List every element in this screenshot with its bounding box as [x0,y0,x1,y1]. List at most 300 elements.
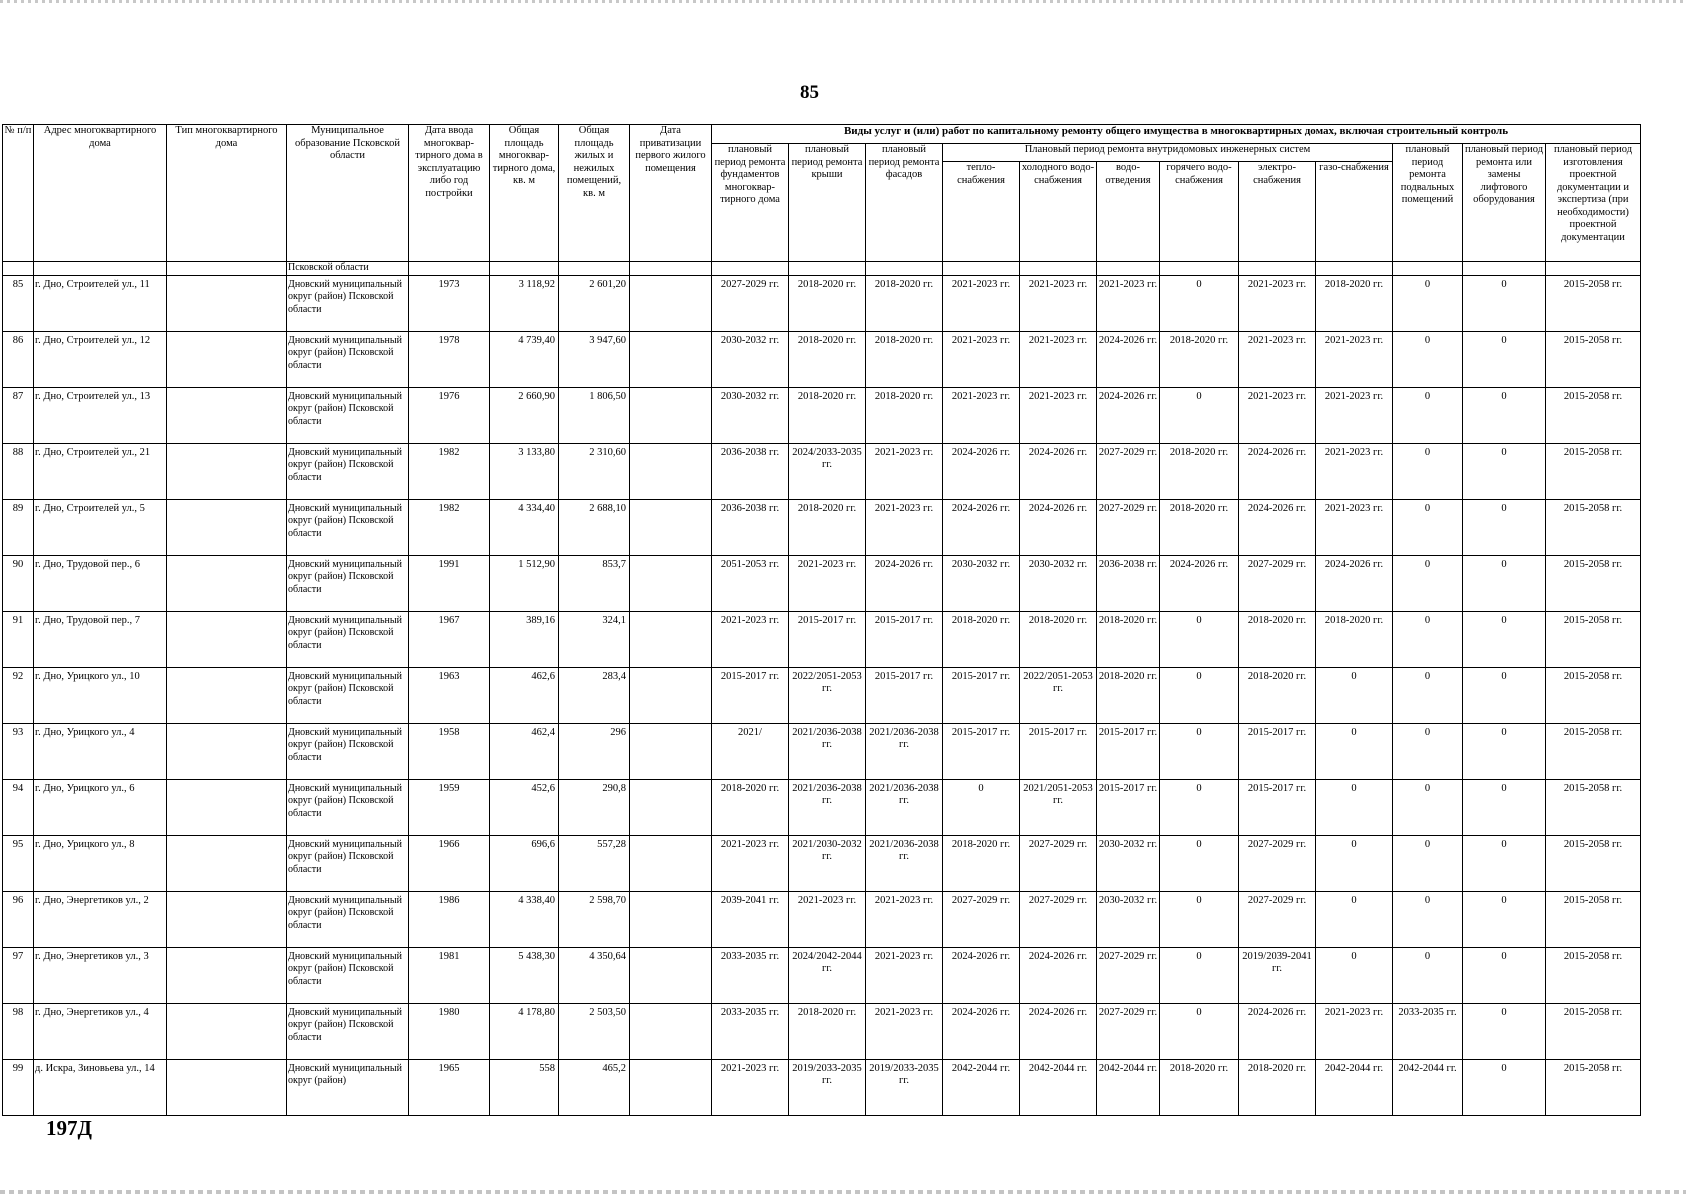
row-facade: 2021-2023 гг. [866,499,943,555]
row-privatization-date [630,443,712,499]
row-elevator: 0 [1463,611,1546,667]
row-address: г. Дно, Строителей ул., 21 [34,443,167,499]
table-row [3,891,1641,947]
row-hot-water: 0 [1160,779,1239,835]
row-hot-water: 0 [1160,723,1239,779]
row-basement: 0 [1393,331,1463,387]
header-cold-water: холодного водо-снабжения [1020,162,1097,262]
row-gas: 2021-2023 гг. [1316,1003,1393,1059]
row-sewerage: 2024-2026 гг. [1097,387,1160,443]
row-municipal: Дновский муниципальный округ (район) Псковской области [287,947,409,1003]
row-design: 2015-2058 гг. [1546,611,1641,667]
row-year: 1963 [409,667,490,723]
row-privatization-date [630,1059,712,1115]
header-residential-area: Общая площадь жилых и нежилых помещений, кв. м [559,125,630,262]
row-residential-area: 2 310,60 [559,443,630,499]
row-number: 92 [3,667,34,723]
row-municipal: Дновский муниципальный округ (район) Псковской области [287,387,409,443]
row-residential-area: 324,1 [559,611,630,667]
row-heat: 2030-2032 гг. [943,555,1020,611]
row-heat: 2021-2023 гг. [943,331,1020,387]
continuation-text: Псковской области [287,262,409,276]
row-design: 2015-2058 гг. [1546,499,1641,555]
row-privatization-date [630,723,712,779]
row-gas: 0 [1316,835,1393,891]
row-residential-area: 2 688,10 [559,499,630,555]
row-elevator: 0 [1463,1059,1546,1115]
row-total-area: 452,6 [490,779,559,835]
row-cold-water: 2021-2023 гг. [1020,387,1097,443]
table-row [3,499,1641,555]
row-type [167,667,287,723]
row-foundation: 2033-2035 гг. [712,1003,789,1059]
row-facade: 2018-2020 гг. [866,275,943,331]
table-row [3,275,1641,331]
row-residential-area: 283,4 [559,667,630,723]
header-foundation: плановый период ремонта фундаментов многоквар-тирного дома [712,144,789,262]
row-hot-water: 2018-2020 гг. [1160,1059,1239,1115]
row-roof: 2021/2036-2038 гг. [789,723,866,779]
row-cold-water: 2042-2044 гг. [1020,1059,1097,1115]
row-year: 1976 [409,387,490,443]
row-type [167,835,287,891]
row-type [167,331,287,387]
row-type [167,611,287,667]
row-year: 1982 [409,499,490,555]
row-gas: 2021-2023 гг. [1316,331,1393,387]
row-hot-water: 0 [1160,611,1239,667]
row-municipal: Дновский муниципальный округ (район) Псковской области [287,723,409,779]
header-type: Тип многоквартирного дома [167,125,287,262]
row-privatization-date [630,275,712,331]
row-sewerage: 2030-2032 гг. [1097,835,1160,891]
row-facade: 2021-2023 гг. [866,1003,943,1059]
row-municipal: Дновский муниципальный округ (район) [287,1059,409,1115]
table-row [3,947,1641,1003]
header-total-area: Общая площадь многоквар-тирного дома, кв. м [490,125,559,262]
row-foundation: 2021-2023 гг. [712,611,789,667]
page-number: 85 [800,82,819,103]
row-electric: 2019/2039-2041 гг. [1239,947,1316,1003]
header-municipal: Муниципальное образование Псковской области [287,125,409,262]
table-row [3,611,1641,667]
row-number: 89 [3,499,34,555]
row-gas: 2042-2044 гг. [1316,1059,1393,1115]
row-roof: 2021/2036-2038 гг. [789,779,866,835]
row-cold-water: 2021-2023 гг. [1020,331,1097,387]
row-heat: 2015-2017 гг. [943,667,1020,723]
row-number: 96 [3,891,34,947]
row-number: 90 [3,555,34,611]
row-residential-area: 290,8 [559,779,630,835]
table-row [3,779,1641,835]
row-roof: 2018-2020 гг. [789,275,866,331]
row-roof: 2024/2042-2044 гг. [789,947,866,1003]
row-municipal: Дновский муниципальный округ (район) Псковской области [287,331,409,387]
row-basement: 2033-2035 гг. [1393,1003,1463,1059]
row-facade: 2018-2020 гг. [866,331,943,387]
row-electric: 2015-2017 гг. [1239,779,1316,835]
header-design-docs: плановый период изготовления проектной документации и экспертиза (при необходимости) проектной документации [1546,144,1641,262]
row-foundation: 2021-2023 гг. [712,835,789,891]
row-year: 1986 [409,891,490,947]
row-elevator: 0 [1463,947,1546,1003]
row-total-area: 2 660,90 [490,387,559,443]
row-type [167,555,287,611]
row-cold-water: 2024-2026 гг. [1020,499,1097,555]
row-sewerage: 2027-2029 гг. [1097,947,1160,1003]
row-type [167,779,287,835]
row-number: 88 [3,443,34,499]
row-facade: 2021-2023 гг. [866,947,943,1003]
row-address: г. Дно, Строителей ул., 11 [34,275,167,331]
row-gas: 0 [1316,779,1393,835]
table-row [3,723,1641,779]
header-gas: газо-снабжения [1316,162,1393,262]
row-heat: 2042-2044 гг. [943,1059,1020,1115]
row-number: 91 [3,611,34,667]
row-roof: 2018-2020 гг. [789,1003,866,1059]
row-design: 2015-2058 гг. [1546,779,1641,835]
row-type [167,723,287,779]
row-basement: 0 [1393,499,1463,555]
row-elevator: 0 [1463,275,1546,331]
row-sewerage: 2027-2029 гг. [1097,499,1160,555]
row-heat: 2021-2023 гг. [943,275,1020,331]
row-type [167,891,287,947]
row-total-area: 5 438,30 [490,947,559,1003]
row-basement: 0 [1393,667,1463,723]
row-basement: 0 [1393,779,1463,835]
row-total-area: 389,16 [490,611,559,667]
row-basement: 0 [1393,835,1463,891]
row-address: г. Дно, Строителей ул., 12 [34,331,167,387]
header-roof: плановый период ремонта крыши [789,144,866,262]
row-hot-water: 0 [1160,667,1239,723]
row-gas: 2021-2023 гг. [1316,499,1393,555]
row-municipal: Дновский муниципальный округ (район) Псковской области [287,779,409,835]
row-municipal: Дновский муниципальный округ (район) Псковской области [287,555,409,611]
row-year: 1980 [409,1003,490,1059]
row-year: 1965 [409,1059,490,1115]
row-residential-area: 465,2 [559,1059,630,1115]
row-electric: 2021-2023 гг. [1239,275,1316,331]
row-foundation: 2033-2035 гг. [712,947,789,1003]
row-municipal: Дновский муниципальный округ (район) Псковской области [287,1003,409,1059]
row-hot-water: 0 [1160,835,1239,891]
row-foundation: 2015-2017 гг. [712,667,789,723]
row-design: 2015-2058 гг. [1546,387,1641,443]
row-hot-water: 0 [1160,387,1239,443]
row-facade: 2024-2026 гг. [866,555,943,611]
row-type [167,499,287,555]
header-num: № п/п [3,125,34,262]
row-foundation: 2030-2032 гг. [712,331,789,387]
row-foundation: 2027-2029 гг. [712,275,789,331]
row-elevator: 0 [1463,891,1546,947]
scan-top-edge [0,0,1686,3]
row-address: г. Дно, Урицкого ул., 8 [34,835,167,891]
row-electric: 2018-2020 гг. [1239,611,1316,667]
row-basement: 0 [1393,723,1463,779]
row-privatization-date [630,331,712,387]
row-heat: 0 [943,779,1020,835]
row-roof: 2019/2033-2035 гг. [789,1059,866,1115]
row-sewerage: 2042-2044 гг. [1097,1059,1160,1115]
header-elevator: плановый период ремонта или замены лифтового оборудования [1463,144,1546,262]
row-foundation: 2051-2053 гг. [712,555,789,611]
row-facade: 2015-2017 гг. [866,611,943,667]
row-heat: 2015-2017 гг. [943,723,1020,779]
row-residential-area: 296 [559,723,630,779]
row-design: 2015-2058 гг. [1546,275,1641,331]
row-gas: 2018-2020 гг. [1316,611,1393,667]
row-number: 85 [3,275,34,331]
row-elevator: 0 [1463,555,1546,611]
row-foundation: 2018-2020 гг. [712,779,789,835]
header-electric: электро-снабжения [1239,162,1316,262]
header-basement: плановый период ремонта подвальных помещений [1393,144,1463,262]
row-facade: 2018-2020 гг. [866,387,943,443]
row-heat: 2018-2020 гг. [943,611,1020,667]
row-total-area: 3 133,80 [490,443,559,499]
row-number: 95 [3,835,34,891]
row-elevator: 0 [1463,331,1546,387]
row-design: 2015-2058 гг. [1546,667,1641,723]
row-electric: 2015-2017 гг. [1239,723,1316,779]
row-facade: 2021-2023 гг. [866,443,943,499]
row-hot-water: 0 [1160,1003,1239,1059]
row-electric: 2027-2029 гг. [1239,835,1316,891]
row-privatization-date [630,779,712,835]
row-roof: 2021/2030-2032 гг. [789,835,866,891]
row-foundation: 2036-2038 гг. [712,443,789,499]
row-privatization-date [630,1003,712,1059]
row-facade: 2015-2017 гг. [866,667,943,723]
row-cold-water: 2024-2026 гг. [1020,1003,1097,1059]
row-sewerage: 2015-2017 гг. [1097,723,1160,779]
row-roof: 2015-2017 гг. [789,611,866,667]
row-total-area: 1 512,90 [490,555,559,611]
row-electric: 2021-2023 гг. [1239,387,1316,443]
row-sewerage: 2027-2029 гг. [1097,443,1160,499]
row-roof: 2021-2023 гг. [789,555,866,611]
row-sewerage: 2021-2023 гг. [1097,275,1160,331]
row-total-area: 4 338,40 [490,891,559,947]
row-gas: 0 [1316,723,1393,779]
row-foundation: 2036-2038 гг. [712,499,789,555]
row-foundation: 2021/ [712,723,789,779]
row-residential-area: 557,28 [559,835,630,891]
row-elevator: 0 [1463,387,1546,443]
row-basement: 0 [1393,275,1463,331]
row-roof: 2018-2020 гг. [789,499,866,555]
row-electric: 2024-2026 гг. [1239,1003,1316,1059]
row-design: 2015-2058 гг. [1546,1003,1641,1059]
row-electric: 2027-2029 гг. [1239,555,1316,611]
row-privatization-date [630,667,712,723]
row-heat: 2021-2023 гг. [943,387,1020,443]
row-facade: 2021/2036-2038 гг. [866,835,943,891]
row-number: 87 [3,387,34,443]
row-residential-area: 2 598,70 [559,891,630,947]
row-electric: 2021-2023 гг. [1239,331,1316,387]
row-residential-area: 853,7 [559,555,630,611]
row-design: 2015-2058 гг. [1546,443,1641,499]
row-year: 1978 [409,331,490,387]
row-cold-water: 2015-2017 гг. [1020,723,1097,779]
header-heat: тепло-снабжения [943,162,1020,262]
row-sewerage: 2024-2026 гг. [1097,331,1160,387]
row-roof: 2024/2033-2035 гг. [789,443,866,499]
row-design: 2015-2058 гг. [1546,723,1641,779]
row-sewerage: 2018-2020 гг. [1097,667,1160,723]
row-number: 99 [3,1059,34,1115]
row-electric: 2024-2026 гг. [1239,443,1316,499]
row-design: 2015-2058 гг. [1546,835,1641,891]
row-number: 97 [3,947,34,1003]
row-cold-water: 2030-2032 гг. [1020,555,1097,611]
row-hot-water: 0 [1160,891,1239,947]
row-privatization-date [630,891,712,947]
row-type [167,1003,287,1059]
row-facade: 2021/2036-2038 гг. [866,723,943,779]
row-total-area: 462,6 [490,667,559,723]
row-basement: 0 [1393,947,1463,1003]
row-total-area: 4 178,80 [490,1003,559,1059]
header-facade: плановый период ремонта фасадов [866,144,943,262]
row-year: 1967 [409,611,490,667]
row-basement: 0 [1393,443,1463,499]
row-hot-water: 2018-2020 гг. [1160,331,1239,387]
row-residential-area: 2 601,20 [559,275,630,331]
row-address: г. Дно, Урицкого ул., 10 [34,667,167,723]
row-address: г. Дно, Энергетиков ул., 2 [34,891,167,947]
continuation-row [3,262,1641,276]
row-address: г. Дно, Трудовой пер., 7 [34,611,167,667]
header-sewerage: водо-отведения [1097,162,1160,262]
row-cold-water: 2021/2051-2053 гг. [1020,779,1097,835]
row-type [167,387,287,443]
row-year: 1958 [409,723,490,779]
row-year: 1991 [409,555,490,611]
header-services-group: Виды услуг и (или) работ по капитальному ремонту общего имущества в многоквартирных домах, включая строительный контроль [712,125,1641,144]
row-year: 1982 [409,443,490,499]
row-total-area: 4 334,40 [490,499,559,555]
row-roof: 2022/2051-2053 гг. [789,667,866,723]
row-heat: 2024-2026 гг. [943,499,1020,555]
row-sewerage: 2030-2032 гг. [1097,891,1160,947]
header-date-commission: Дата ввода многоквар-тирного дома в эксплуатацию либо год постройки [409,125,490,262]
row-number: 93 [3,723,34,779]
row-heat: 2024-2026 гг. [943,947,1020,1003]
row-cold-water: 2024-2026 гг. [1020,947,1097,1003]
row-gas: 0 [1316,667,1393,723]
row-address: г. Дно, Строителей ул., 5 [34,499,167,555]
row-roof: 2021-2023 гг. [789,891,866,947]
row-address: г. Дно, Урицкого ул., 4 [34,723,167,779]
row-gas: 0 [1316,947,1393,1003]
row-total-area: 4 739,40 [490,331,559,387]
row-hot-water: 2024-2026 гг. [1160,555,1239,611]
row-privatization-date [630,611,712,667]
row-foundation: 2039-2041 гг. [712,891,789,947]
row-electric: 2024-2026 гг. [1239,499,1316,555]
row-foundation: 2030-2032 гг. [712,387,789,443]
table-row [3,1003,1641,1059]
row-address: г. Дно, Трудовой пер., 6 [34,555,167,611]
row-address: г. Дно, Энергетиков ул., 3 [34,947,167,1003]
row-type [167,947,287,1003]
row-electric: 2018-2020 гг. [1239,667,1316,723]
table-row [3,555,1641,611]
row-basement: 0 [1393,611,1463,667]
row-basement: 0 [1393,555,1463,611]
row-year: 1959 [409,779,490,835]
row-year: 1966 [409,835,490,891]
row-municipal: Дновский муниципальный округ (район) Псковской области [287,667,409,723]
row-gas: 2021-2023 гг. [1316,387,1393,443]
row-address: г. Дно, Энергетиков ул., 4 [34,1003,167,1059]
header-engineering-group: Плановый период ремонта внутридомовых инженерных систем [943,144,1393,162]
row-elevator: 0 [1463,779,1546,835]
row-cold-water: 2018-2020 гг. [1020,611,1097,667]
row-elevator: 0 [1463,443,1546,499]
row-number: 94 [3,779,34,835]
row-residential-area: 2 503,50 [559,1003,630,1059]
row-hot-water: 2018-2020 гг. [1160,443,1239,499]
table-row [3,331,1641,387]
table-row [3,387,1641,443]
row-sewerage: 2015-2017 гг. [1097,779,1160,835]
header-privatization-date: Дата приватизации первого жилого помещения [630,125,712,262]
row-hot-water: 0 [1160,947,1239,1003]
row-basement: 0 [1393,891,1463,947]
row-type [167,1059,287,1115]
row-design: 2015-2058 гг. [1546,947,1641,1003]
row-facade: 2021-2023 гг. [866,891,943,947]
row-municipal: Дновский муниципальный округ (район) Псковской области [287,611,409,667]
row-design: 2015-2058 гг. [1546,331,1641,387]
row-sewerage: 2018-2020 гг. [1097,611,1160,667]
row-municipal: Дновский муниципальный округ (район) Псковской области [287,443,409,499]
row-basement: 2042-2044 гг. [1393,1059,1463,1115]
footer-code: 197Д [46,1116,92,1140]
row-gas: 2018-2020 гг. [1316,275,1393,331]
row-elevator: 0 [1463,723,1546,779]
row-heat: 2024-2026 гг. [943,1003,1020,1059]
row-gas: 0 [1316,891,1393,947]
row-address: г. Дно, Урицкого ул., 6 [34,779,167,835]
row-gas: 2021-2023 гг. [1316,443,1393,499]
row-elevator: 0 [1463,499,1546,555]
row-design: 2015-2058 гг. [1546,555,1641,611]
row-design: 2015-2058 гг. [1546,1059,1641,1115]
header-hot-water: горячего водо-снабжения [1160,162,1239,262]
row-privatization-date [630,499,712,555]
scan-bottom-edge [0,1190,1686,1194]
row-basement: 0 [1393,387,1463,443]
row-number: 98 [3,1003,34,1059]
row-cold-water: 2027-2029 гг. [1020,835,1097,891]
row-heat: 2024-2026 гг. [943,443,1020,499]
row-roof: 2018-2020 гг. [789,387,866,443]
table-row [3,443,1641,499]
row-facade: 2019/2033-2035 гг. [866,1059,943,1115]
row-hot-water: 0 [1160,275,1239,331]
row-residential-area: 4 350,64 [559,947,630,1003]
row-cold-water: 2027-2029 гг. [1020,891,1097,947]
